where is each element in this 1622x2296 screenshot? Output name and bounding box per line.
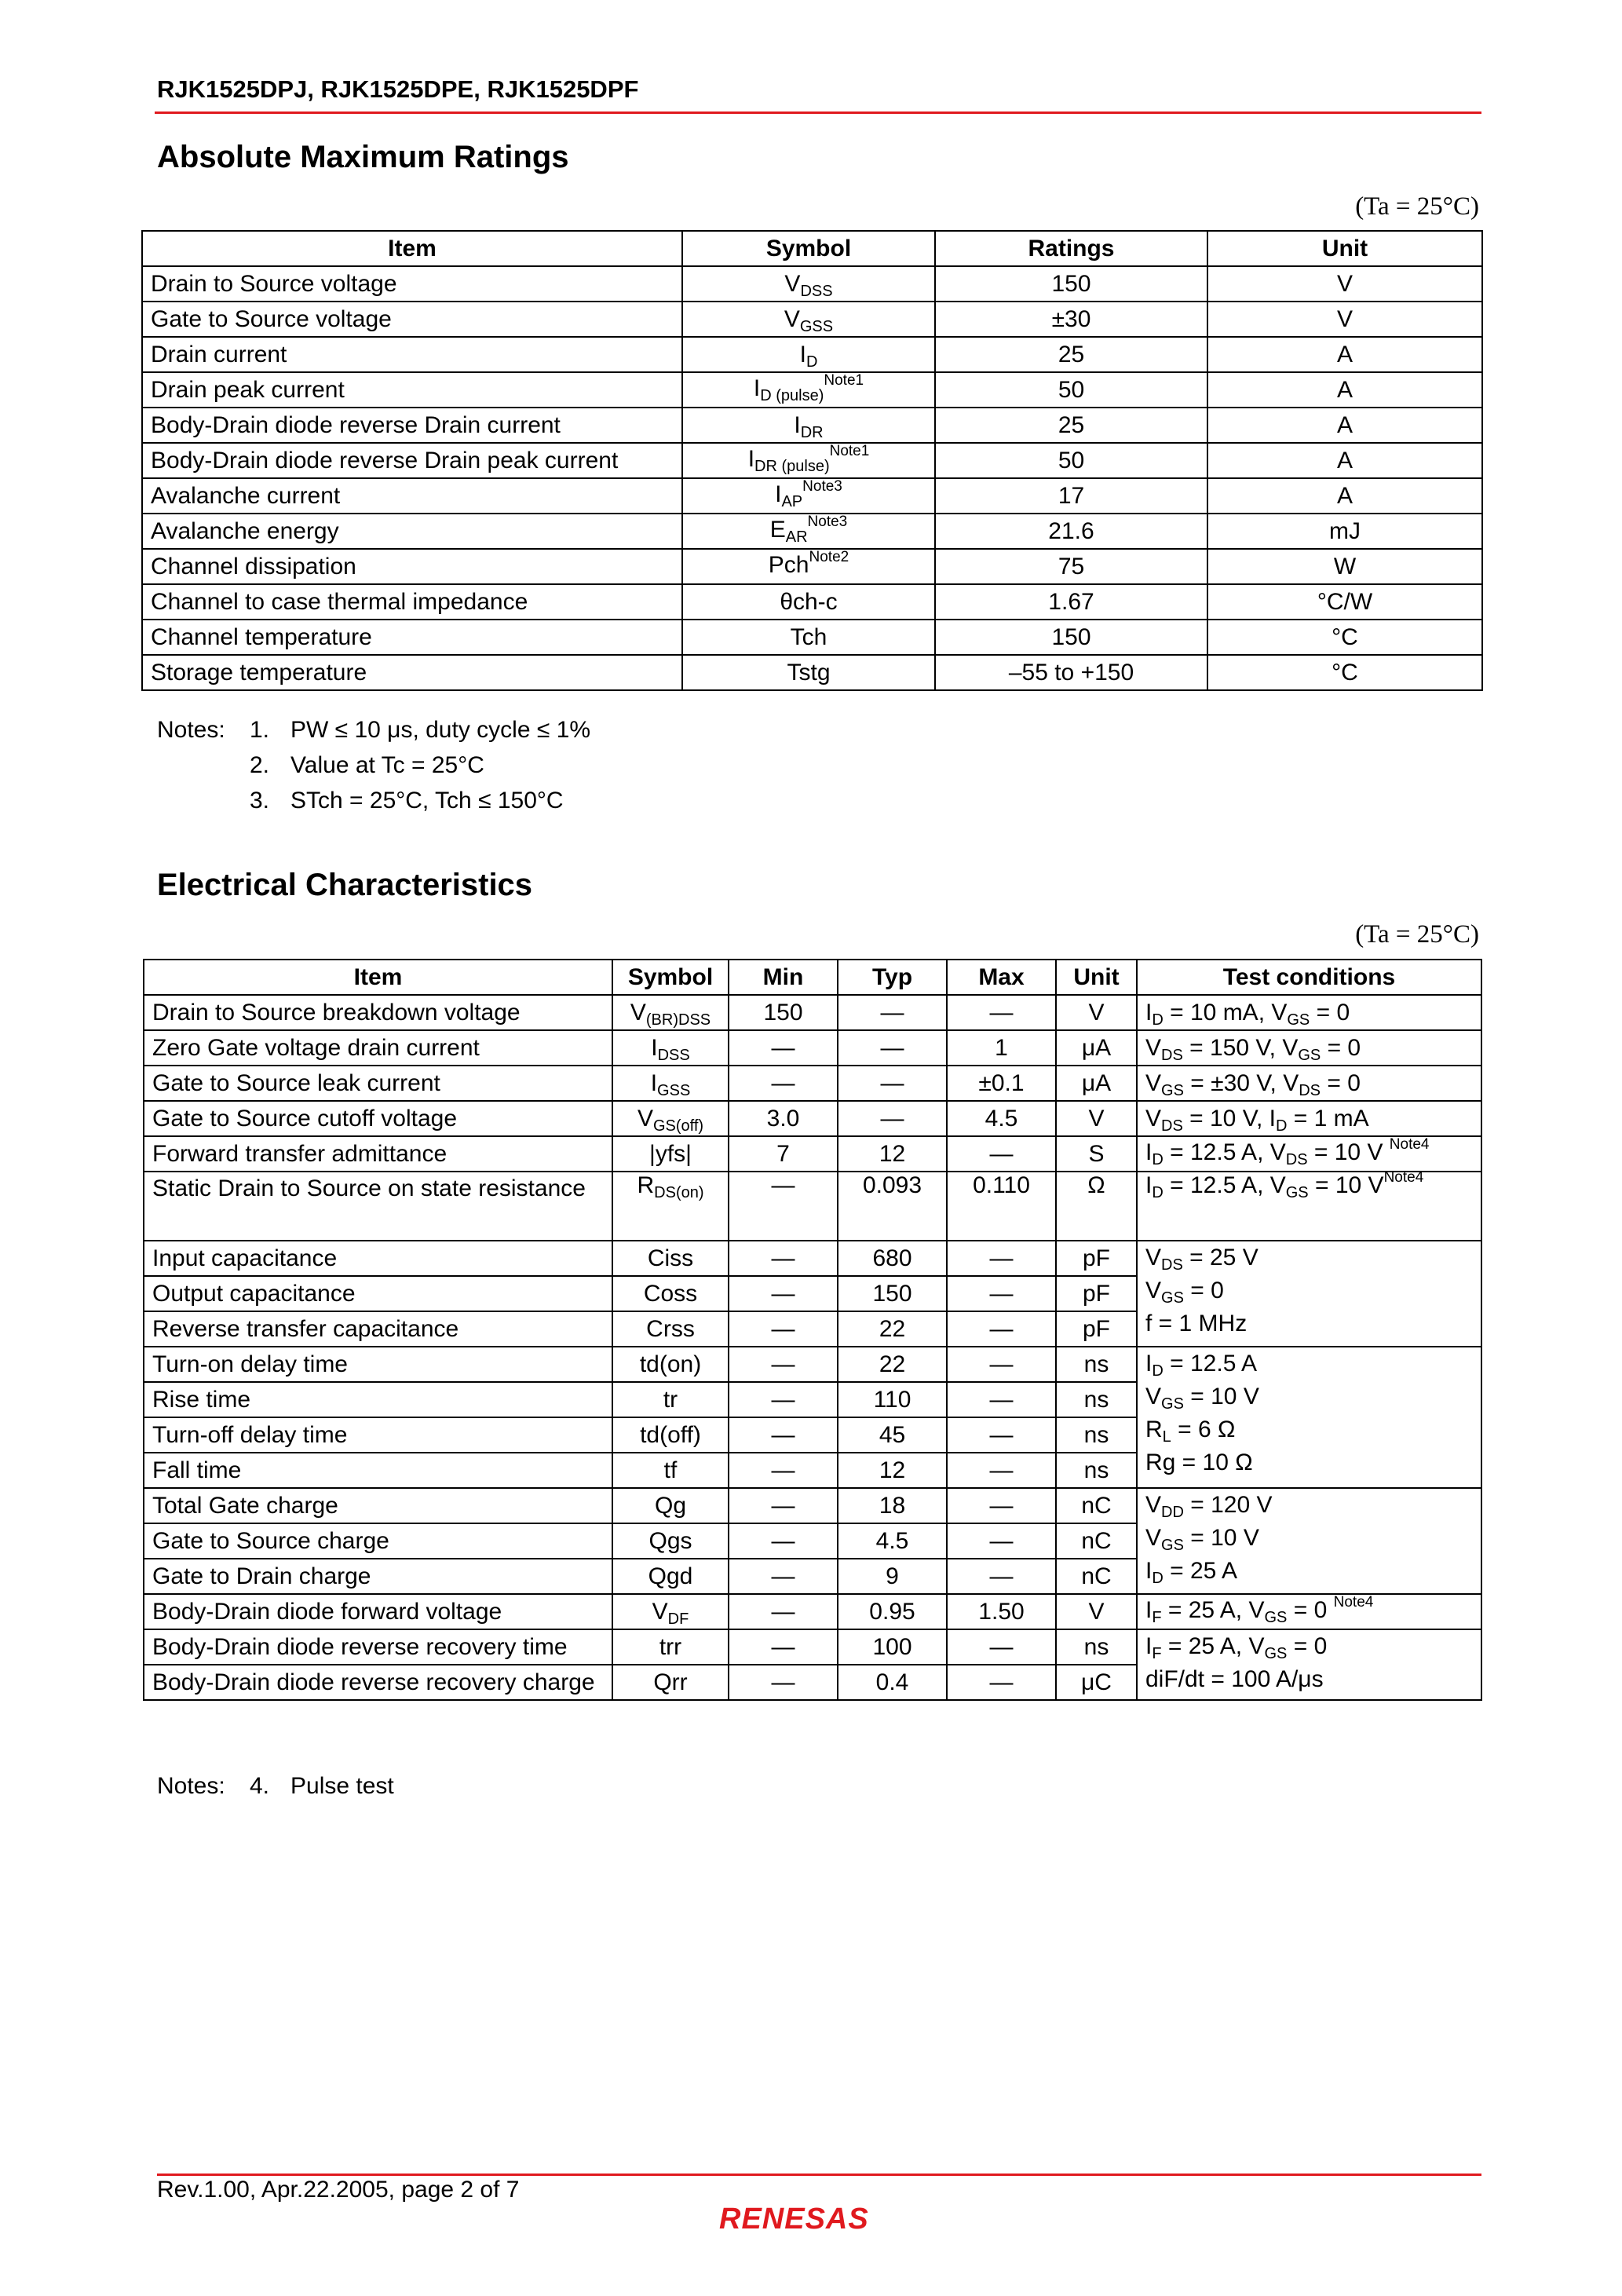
- amr-unit: V: [1207, 266, 1482, 302]
- note-line: [157, 712, 590, 748]
- ec-symbol: $V_{GS(off)}$: [612, 1101, 729, 1136]
- ec-max: —: [947, 1276, 1056, 1311]
- symbol-subscript: DF: [667, 1610, 689, 1628]
- symbol-note: Note3: [802, 477, 842, 495]
- ec-test-condition-group: $V_{DD} = 120$ V $V_{GS} = 10$ V $I_D = 25$ A: [1137, 1488, 1481, 1594]
- ec-symbol: trr: [612, 1629, 729, 1665]
- ec-item: Drain to Source breakdown voltage: [144, 995, 612, 1030]
- symbol-subscript: AP: [781, 492, 803, 510]
- amr-item: Channel dissipation: [142, 549, 682, 584]
- ec-header-2: Min: [729, 960, 838, 995]
- ec-max: ±0.1: [947, 1066, 1056, 1101]
- ec-item: Body-Drain diode reverse recovery time: [144, 1629, 612, 1665]
- symbol-subscript: DR: [800, 423, 824, 441]
- ec-min: —: [729, 1382, 838, 1417]
- ec-min: —: [729, 1665, 838, 1700]
- amr-header-row: [142, 231, 1482, 266]
- ec-symbol: Qrr: [612, 1665, 729, 1700]
- ec-item: Body-Drain diode forward voltage: [144, 1594, 612, 1629]
- ec-typ: 0.4: [838, 1665, 947, 1700]
- ec-min: —: [729, 1241, 838, 1276]
- ec-max: —: [947, 1241, 1056, 1276]
- symbol-subscript: GSS: [799, 317, 834, 335]
- amr-condition: (Ta = 25°C): [1355, 192, 1479, 221]
- ec-max: —: [947, 995, 1056, 1030]
- ec-symbol: $I_{GSS}$: [612, 1066, 729, 1101]
- table-row: [144, 1136, 1481, 1172]
- ec-max: —: [947, 1311, 1056, 1347]
- amr-item: Drain current: [142, 337, 682, 372]
- amr-item: Channel to case thermal impedance: [142, 584, 682, 620]
- amr-item: Drain peak current: [142, 372, 682, 408]
- ec-min: —: [729, 1172, 838, 1241]
- table-row: [142, 478, 1482, 514]
- ec-unit: nC: [1056, 1559, 1137, 1594]
- amr-item: Gate to Source voltage: [142, 302, 682, 337]
- ec-unit: ns: [1056, 1347, 1137, 1382]
- amr-unit: W: [1207, 549, 1482, 584]
- ec-symbol: Qgd: [612, 1559, 729, 1594]
- amr-symbol: $I_{DR (pulse)}^{Note1}$: [682, 443, 935, 478]
- ec-unit: V: [1056, 995, 1137, 1030]
- amr-section-title: Absolute Maximum Ratings: [157, 140, 569, 174]
- ec-min: —: [729, 1311, 838, 1347]
- ec-typ: —: [838, 1101, 947, 1136]
- table-row: [142, 408, 1482, 443]
- amr-symbol: $I_{D (pulse)}^{Note1}$: [682, 372, 935, 408]
- notes-label: Notes:: [157, 717, 225, 743]
- amr-header-0: Item: [142, 231, 682, 266]
- ec-min: —: [729, 1417, 838, 1453]
- amr-rating: 75: [935, 549, 1207, 584]
- ec-symbol: tr: [612, 1382, 729, 1417]
- amr-unit: °C/W: [1207, 584, 1482, 620]
- ec-max: —: [947, 1453, 1056, 1488]
- symbol-subscript: D: [806, 353, 818, 371]
- ec-typ: 4.5: [838, 1523, 947, 1559]
- ec-unit: nC: [1056, 1488, 1137, 1523]
- ec-unit: V: [1056, 1594, 1137, 1629]
- ec-test-condition-group: $I_F = 25$ A, $V_{GS} = 0$ diF/dt = 100 A/μs: [1137, 1629, 1481, 1700]
- note-number: 1.: [250, 717, 270, 743]
- symbol-note: Note2: [809, 548, 849, 565]
- ec-test-condition: $I_D = 12.5$ A, $V_{DS} = 10$ V $^{Note4}$: [1137, 1136, 1481, 1172]
- document-header-title: RJK1525DPJ, RJK1525DPE, RJK1525DPF: [157, 75, 639, 103]
- ec-symbol: td(on): [612, 1347, 729, 1382]
- amr-symbol: Tstg: [682, 655, 935, 690]
- note-text: STch = 25°C, Tch ≤ 150°C: [290, 788, 564, 813]
- ec-max: —: [947, 1136, 1056, 1172]
- table-row: [144, 995, 1481, 1030]
- ec-unit: ns: [1056, 1629, 1137, 1665]
- ec-max: 4.5: [947, 1101, 1056, 1136]
- note-number: 4.: [250, 1773, 270, 1799]
- ec-unit: V: [1056, 1101, 1137, 1136]
- ec-item: Gate to Source leak current: [144, 1066, 612, 1101]
- table-row: [144, 1241, 1481, 1276]
- ec-unit: μA: [1056, 1030, 1137, 1066]
- ec-symbol: td(off): [612, 1417, 729, 1453]
- ec-item: Rise time: [144, 1382, 612, 1417]
- amr-symbol: $E_{AR}^{Note3}$: [682, 514, 935, 549]
- ec-header-1: Symbol: [612, 960, 729, 995]
- ec-typ: 0.95: [838, 1594, 947, 1629]
- ec-max: —: [947, 1665, 1056, 1700]
- amr-item: Body-Drain diode reverse Drain peak current: [142, 443, 682, 478]
- amr-rating: 17: [935, 478, 1207, 514]
- amr-header-3: Unit: [1207, 231, 1482, 266]
- symbol-subscript: D (pulse): [760, 386, 824, 404]
- ec-symbol: Coss: [612, 1276, 729, 1311]
- symbol-subscript: DSS: [800, 282, 833, 300]
- table-row: [144, 1594, 1481, 1629]
- ec-max: —: [947, 1382, 1056, 1417]
- ec-symbol: $V_{DF}$: [612, 1594, 729, 1629]
- header-rule: [155, 112, 1481, 114]
- amr-symbol: $I_{DR}$: [682, 408, 935, 443]
- ec-notes: [157, 1768, 394, 1804]
- ec-symbol: |yfs|: [612, 1136, 729, 1172]
- ec-header-0: Item: [144, 960, 612, 995]
- amr-item: Avalanche energy: [142, 514, 682, 549]
- ec-min: —: [729, 1453, 838, 1488]
- ec-item: Turn-on delay time: [144, 1347, 612, 1382]
- ec-max: 0.110: [947, 1172, 1056, 1241]
- table-row: [142, 443, 1482, 478]
- amr-unit: A: [1207, 443, 1482, 478]
- note-text: Value at Tc = 25°C: [290, 752, 484, 778]
- amr-unit: °C: [1207, 620, 1482, 655]
- symbol-subscript: GS(off): [652, 1117, 704, 1135]
- logo-text: RENESAS: [719, 2203, 869, 2236]
- ec-max: —: [947, 1347, 1056, 1382]
- table-row: [142, 655, 1482, 690]
- amr-unit: A: [1207, 337, 1482, 372]
- table-row: [144, 1172, 1481, 1241]
- table-row: [142, 372, 1482, 408]
- ec-table: [143, 959, 1482, 1701]
- symbol-note: Note1: [829, 442, 870, 459]
- ec-typ: 680: [838, 1241, 947, 1276]
- ec-item: Reverse transfer capacitance: [144, 1311, 612, 1347]
- amr-symbol: $I_D$: [682, 337, 935, 372]
- ec-header-3: Typ: [838, 960, 947, 995]
- amr-rating: 50: [935, 443, 1207, 478]
- amr-symbol: $V_{DSS}$: [682, 266, 935, 302]
- ec-min: —: [729, 1347, 838, 1382]
- ec-item: Input capacitance: [144, 1241, 612, 1276]
- ec-max: —: [947, 1559, 1056, 1594]
- ec-min: —: [729, 1030, 838, 1066]
- ec-unit: pF: [1056, 1311, 1137, 1347]
- ec-item: Turn-off delay time: [144, 1417, 612, 1453]
- renesas-logo: [719, 2199, 915, 2242]
- symbol-subscript: DR (pulse): [754, 457, 830, 475]
- ec-max: 1: [947, 1030, 1056, 1066]
- amr-unit: mJ: [1207, 514, 1482, 549]
- amr-unit: A: [1207, 478, 1482, 514]
- table-row: [144, 1347, 1481, 1382]
- ec-min: —: [729, 1629, 838, 1665]
- ec-typ: 22: [838, 1311, 947, 1347]
- ec-min: —: [729, 1488, 838, 1523]
- amr-rating: 25: [935, 337, 1207, 372]
- ec-section-title: Electrical Characteristics: [157, 868, 533, 902]
- ec-item: Zero Gate voltage drain current: [144, 1030, 612, 1066]
- note-line: [157, 748, 590, 783]
- amr-header-1: Symbol: [682, 231, 935, 266]
- ec-symbol: Crss: [612, 1311, 729, 1347]
- ec-test-condition: $I_F = 25$ A, $V_{GS} = 0$ $^{Note4}$: [1137, 1594, 1481, 1629]
- ec-symbol: Qgs: [612, 1523, 729, 1559]
- amr-rating: 25: [935, 408, 1207, 443]
- ec-header-row: [144, 960, 1481, 995]
- ec-test-condition: $V_{DS} = 150$ V, $V_{GS} = 0$: [1137, 1030, 1481, 1066]
- ec-max: —: [947, 1523, 1056, 1559]
- symbol-subscript: AR: [785, 528, 808, 546]
- ec-unit: μC: [1056, 1665, 1137, 1700]
- notes-label: Notes:: [157, 1773, 225, 1799]
- ec-header-6: Test conditions: [1137, 960, 1481, 995]
- ec-symbol: $R_{DS(on)}$: [612, 1172, 729, 1241]
- ec-max: —: [947, 1488, 1056, 1523]
- ec-condition: (Ta = 25°C): [1355, 920, 1479, 949]
- table-row: [142, 514, 1482, 549]
- table-row: [142, 266, 1482, 302]
- table-row: [142, 549, 1482, 584]
- table-row: [144, 1030, 1481, 1066]
- ec-header-5: Unit: [1056, 960, 1137, 995]
- amr-notes: [157, 712, 590, 818]
- table-row: [144, 1101, 1481, 1136]
- amr-rating: 21.6: [935, 514, 1207, 549]
- ec-min: —: [729, 1594, 838, 1629]
- note-line: [157, 783, 590, 818]
- ec-unit: ns: [1056, 1417, 1137, 1453]
- ec-unit: μA: [1056, 1066, 1137, 1101]
- ec-test-condition: $V_{GS} = \pm 30$ V, $V_{DS} = 0$: [1137, 1066, 1481, 1101]
- symbol-subscript: GSS: [657, 1081, 691, 1099]
- ec-item: Static Drain to Source on state resistance: [144, 1172, 612, 1241]
- table-row: [144, 1066, 1481, 1101]
- ec-symbol: $I_{DSS}$: [612, 1030, 729, 1066]
- ec-item: Body-Drain diode reverse recovery charge: [144, 1665, 612, 1700]
- amr-item: Channel temperature: [142, 620, 682, 655]
- symbol-subscript: DS(on): [654, 1184, 704, 1201]
- ec-header-4: Max: [947, 960, 1056, 995]
- symbol-subscript: DSS: [657, 1046, 690, 1064]
- ec-item: Output capacitance: [144, 1276, 612, 1311]
- ec-unit: S: [1056, 1136, 1137, 1172]
- amr-rating: 50: [935, 372, 1207, 408]
- ec-typ: 45: [838, 1417, 947, 1453]
- ec-typ: 18: [838, 1488, 947, 1523]
- amr-rating: 1.67: [935, 584, 1207, 620]
- ec-symbol: Ciss: [612, 1241, 729, 1276]
- ec-typ: —: [838, 1066, 947, 1101]
- ec-min: 150: [729, 995, 838, 1030]
- amr-rating: ±30: [935, 302, 1207, 337]
- ec-typ: —: [838, 995, 947, 1030]
- table-row: [142, 620, 1482, 655]
- table-row: [142, 337, 1482, 372]
- ec-unit: Ω: [1056, 1172, 1137, 1241]
- table-row: [142, 584, 1482, 620]
- ec-typ: 0.093: [838, 1172, 947, 1241]
- ec-test-condition-group: $V_{DS} = 25$ V $V_{GS} = 0$ f = 1 MHz: [1137, 1241, 1481, 1347]
- amr-symbol: $V_{GSS}$: [682, 302, 935, 337]
- amr-unit: A: [1207, 372, 1482, 408]
- amr-symbol: θch-c: [682, 584, 935, 620]
- amr-unit: A: [1207, 408, 1482, 443]
- amr-rating: 150: [935, 620, 1207, 655]
- ec-unit: pF: [1056, 1276, 1137, 1311]
- ec-typ: —: [838, 1030, 947, 1066]
- amr-symbol: $I_{AP}^{Note3}$: [682, 478, 935, 514]
- ec-typ: 150: [838, 1276, 947, 1311]
- ec-unit: nC: [1056, 1523, 1137, 1559]
- amr-item: Storage temperature: [142, 655, 682, 690]
- ec-unit: pF: [1056, 1241, 1137, 1276]
- amr-rating: 150: [935, 266, 1207, 302]
- symbol-subscript: (BR)DSS: [645, 1011, 711, 1029]
- ec-symbol: $V_{(BR)DSS}$: [612, 995, 729, 1030]
- ec-max: —: [947, 1629, 1056, 1665]
- ec-min: —: [729, 1276, 838, 1311]
- note-text: Pulse test: [290, 1773, 394, 1799]
- table-row: [142, 302, 1482, 337]
- amr-item: Body-Drain diode reverse Drain current: [142, 408, 682, 443]
- footer-rule: [157, 2174, 1481, 2176]
- table-row: [144, 1629, 1481, 1665]
- note-text: PW ≤ 10 μs, duty cycle ≤ 1%: [290, 717, 591, 743]
- footer-revision: Rev.1.00, Apr.22.2005, page 2 of 7: [157, 2177, 520, 2203]
- ec-min: —: [729, 1523, 838, 1559]
- ec-min: —: [729, 1559, 838, 1594]
- ec-typ: 12: [838, 1453, 947, 1488]
- amr-header-2: Ratings: [935, 231, 1207, 266]
- symbol-note: Note3: [807, 513, 848, 530]
- amr-unit: °C: [1207, 655, 1482, 690]
- amr-rating: –55 to +150: [935, 655, 1207, 690]
- table-row: [144, 1488, 1481, 1523]
- amr-symbol: Tch: [682, 620, 935, 655]
- ec-unit: ns: [1056, 1382, 1137, 1417]
- note-number: 2.: [250, 752, 270, 778]
- ec-min: 7: [729, 1136, 838, 1172]
- ec-test-condition: $V_{DS} = 10$ V, $I_D = 1$ mA: [1137, 1101, 1481, 1136]
- ec-max: —: [947, 1417, 1056, 1453]
- ec-max: 1.50: [947, 1594, 1056, 1629]
- ec-typ: 9: [838, 1559, 947, 1594]
- ec-typ: 22: [838, 1347, 947, 1382]
- ec-item: Gate to Drain charge: [144, 1559, 612, 1594]
- ec-test-condition: $I_D = 12.5$ A, $V_{GS} = 10$ V$^{Note4}$: [1137, 1172, 1481, 1241]
- ec-test-condition: $I_D = 10$ mA, $V_{GS} = 0$: [1137, 995, 1481, 1030]
- amr-item: Avalanche current: [142, 478, 682, 514]
- ec-symbol: Qg: [612, 1488, 729, 1523]
- ec-typ: 12: [838, 1136, 947, 1172]
- ec-item: Total Gate charge: [144, 1488, 612, 1523]
- ec-item: Gate to Source charge: [144, 1523, 612, 1559]
- ec-item: Fall time: [144, 1453, 612, 1488]
- symbol-note: Note1: [824, 371, 864, 389]
- ec-min: 3.0: [729, 1101, 838, 1136]
- ec-min: —: [729, 1066, 838, 1101]
- ec-typ: 100: [838, 1629, 947, 1665]
- ec-unit: ns: [1056, 1453, 1137, 1488]
- ec-typ: 110: [838, 1382, 947, 1417]
- note-number: 3.: [250, 788, 270, 813]
- ec-test-condition-group: $I_D = 12.5$ A $V_{GS} = 10$ V $R_L = 6$ Ω Rg = 10 Ω: [1137, 1347, 1481, 1488]
- amr-symbol: Pch$^{Note2}$: [682, 549, 935, 584]
- amr-unit: V: [1207, 302, 1482, 337]
- amr-item: Drain to Source voltage: [142, 266, 682, 302]
- ec-symbol: tf: [612, 1453, 729, 1488]
- amr-table: [141, 230, 1483, 691]
- ec-item: Gate to Source cutoff voltage: [144, 1101, 612, 1136]
- note-line: [157, 1768, 394, 1804]
- ec-item: Forward transfer admittance: [144, 1136, 612, 1172]
